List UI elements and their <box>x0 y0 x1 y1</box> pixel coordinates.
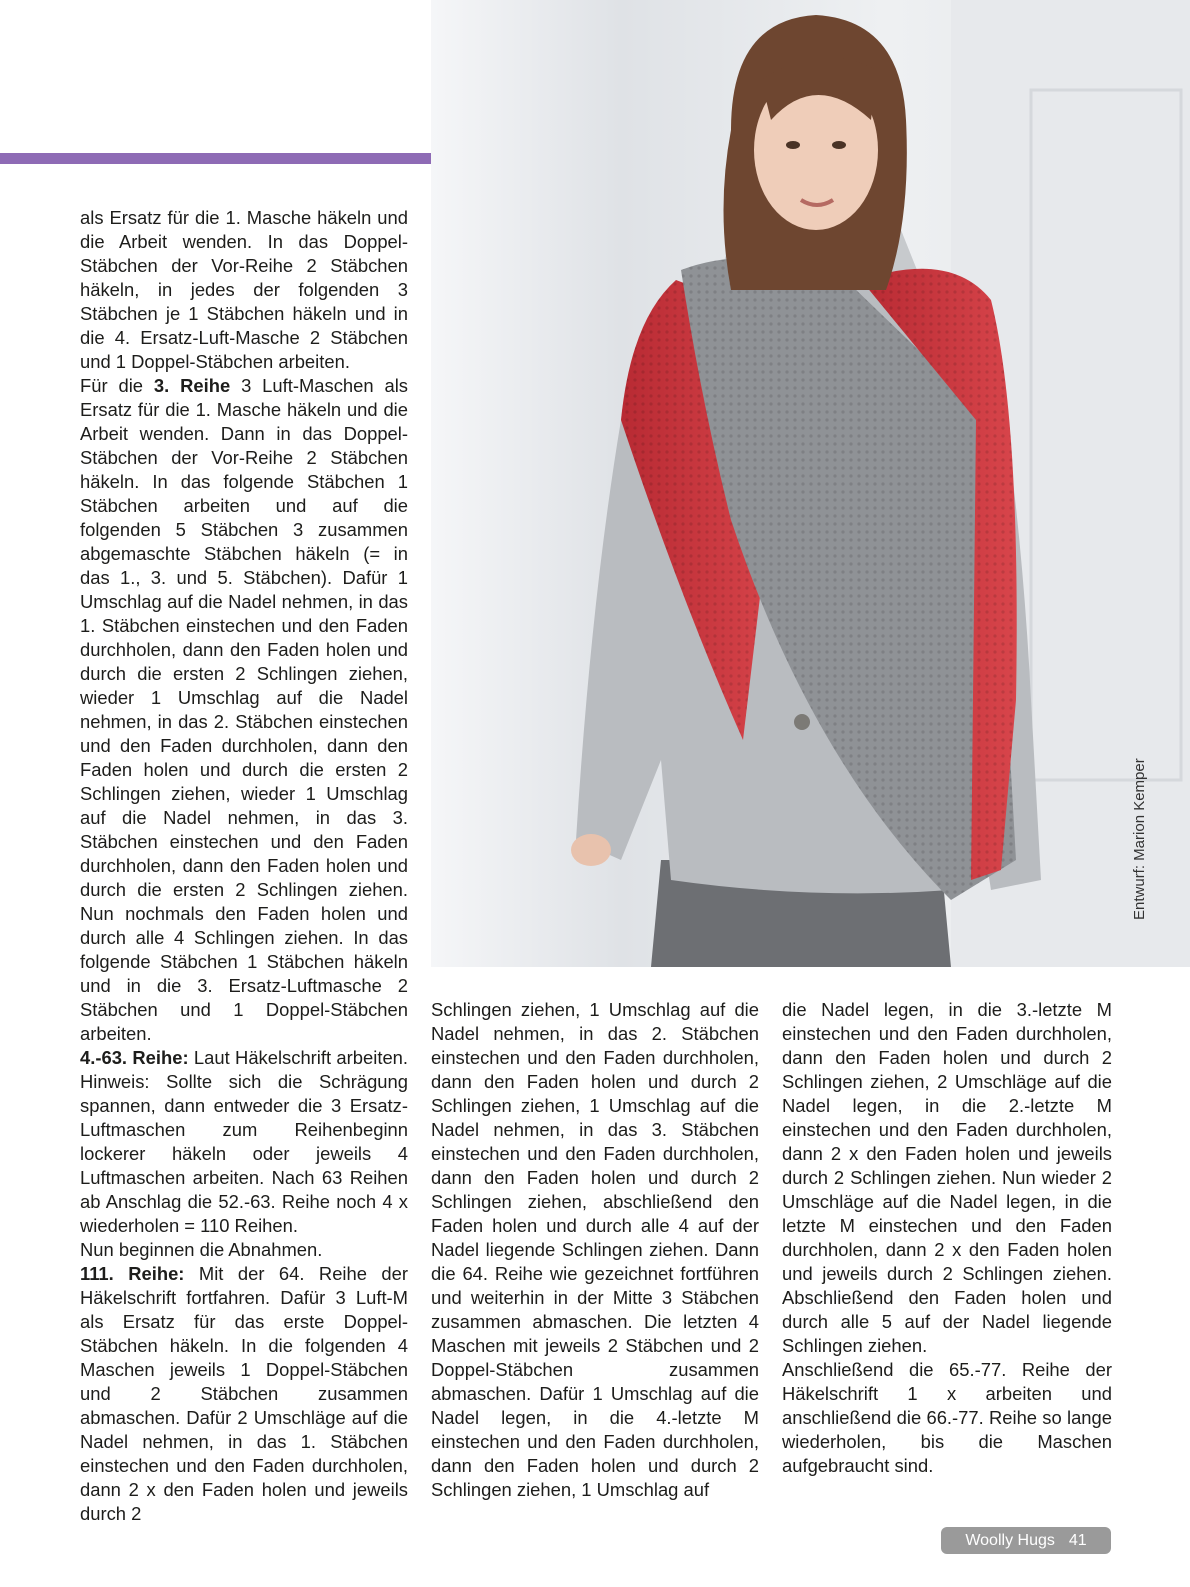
row-heading: 111. Reihe: <box>80 1263 185 1284</box>
text-column-1 <box>80 206 408 1526</box>
page-footer <box>941 1527 1111 1554</box>
page-number: 41 <box>1068 1531 1087 1549</box>
text-column-2 <box>431 998 759 1502</box>
paragraph: die Nadel legen, in die 3.-letzte M einstechen und den Faden durchholen, dann den Faden holen und durch 2 Schlingen ziehen, 2 Umschläge auf die Nadel legen, in die 2.-letzte M einstechen und den Faden durchholen, dann 2 x den Faden holen und jeweils durch 2 Schlingen ziehen. Nun wieder 2 Umschläge auf die Nadel legen, in die letzte M einstechen und den Faden durchholen, dann 2 x den Faden holen und jeweils durch 2 Schlingen ziehen. Abschließend den Faden holen und durch alle 5 auf der Nadel liegende Schlingen ziehen. <box>782 999 1112 1356</box>
row-heading: 4.-63. Reihe: <box>80 1047 189 1068</box>
magazine-name: Woolly Hugs <box>965 1531 1055 1549</box>
paragraph: 111. Reihe: Mit der 64. Reihe der Häkelschrift fortfahren. Dafür 3 Luft-M als Ersatz für das erste Doppel-Stäbchen häkeln. In die folgenden 4 Maschen jeweils 1 Doppel-Stäbchen und 2 Stäbchen zusammen abmaschen. Dafür 2 Umschläge auf die Nadel nehmen, in das 1. Stäbchen einstechen und den Faden durchholen, dann 2 x den Faden holen und jeweils durch 2 <box>80 1263 409 1524</box>
model-illustration <box>431 0 1190 967</box>
design-credit: Entwurf: Marion Kemper <box>1131 758 1148 920</box>
paragraph: Schlingen ziehen, 1 Umschlag auf die Nadel nehmen, in das 2. Stäbchen einstechen und den Faden durchholen, dann den Faden holen und durch 2 Schlingen ziehen, 1 Umschlag auf die Nadel nehmen, in das 3. Stäbchen einstechen und den Faden durchholen, dann den Faden holen und durch 2 Schlingen ziehen, abschließend den Faden holen und durch alle 4 auf der Nadel liegende Schlingen ziehen. Dann die 64. Reihe wie gezeichnet fortführen und weiterhin in der Mitte 3 Stäbchen zusammen abmaschen. Die letzten 4 Maschen mit jeweils 2 Stäbchen und 2 Doppel-Stäbchen zusammen abmaschen. Dafür 1 Umschlag auf die Nadel legen, in die 4.-letzte M einstechen und den Faden durchholen, dann den Faden holen und durch 2 Schlingen ziehen, 1 Umschlag auf <box>431 999 759 1500</box>
paragraph: Nun beginnen die Abnahmen. <box>80 1239 323 1260</box>
row-heading: 3. Reihe <box>153 375 231 396</box>
text-column-3 <box>782 998 1112 1478</box>
paragraph: Für die 3. Reihe 3 Luft-Maschen als Ersatz für die 1. Masche häkeln und die Arbeit wenden. Dann in das Doppel-Stäbchen der Vor-Reihe 2 Stäbchen häkeln. In das folgende Stäbchen 1 Stäbchen arbeiten und auf die folgenden 5 Stäbchen 3 zusammen abgemaschte Stäbchen häkeln (= in das 1., 3. und 5. Stäbchen). Dafür 1 Umschlag auf die Nadel nehmen, in das 1. Stäbchen einstechen und den Faden durchholen, dann den Faden holen und durch die ersten 2 Schlingen ziehen, wieder 1 Umschlag auf die Nadel nehmen, in das 2. Stäbchen einstechen und den Faden durchholen, dann den Faden holen und durch die ersten 2 Schlingen ziehen, wieder 1 Umschlag auf die Nadel nehmen, in das 3. Stäbchen einstechen und den Faden durchholen, dann den Faden holen und durch die ersten 2 Schlingen ziehen. Nun nochmals den Faden holen und durch alle 4 Schlingen ziehen. In das folgende Stäbchen 1 Stäbchen häkeln und in die 3. Ersatz-Luftmasche 2 Stäbchen und 1 Doppel-Stäbchen arbeiten. <box>80 375 408 1044</box>
paragraph: Anschließend die 65.-77. Reihe der Häkelschrift 1 x arbeiten und anschließend die 66.-77. Reihe so lange wiederholen, bis die Maschen aufgebraucht sind. <box>782 1359 1112 1476</box>
paragraph: 4.-63. Reihe: Laut Häkelschrift arbeiten. Hinweis: Sollte sich die Schrägung spannen, dann entweder die 3 Ersatz-Luftmaschen zum Reihenbeginn lockerer häkeln oder jeweils 4 Luftmaschen arbeiten. Nach 63 Reihen ab Anschlag die 52.-63. Reihe noch 4 x wiederholen = 110 Reihen. <box>80 1047 409 1236</box>
model-photo <box>431 0 1190 967</box>
paragraph: als Ersatz für die 1. Masche häkeln und die Arbeit wenden. In das Doppel-Stäbchen der Vor-Reihe 2 Stäbchen häkeln, in jedes der folgenden 3 Stäbchen je 1 Stäbchen häkeln und in die 4. Ersatz-Luft-Masche 2 Stäbchen und 1 Doppel-Stäbchen arbeiten. <box>80 207 408 372</box>
accent-bar <box>0 153 431 164</box>
